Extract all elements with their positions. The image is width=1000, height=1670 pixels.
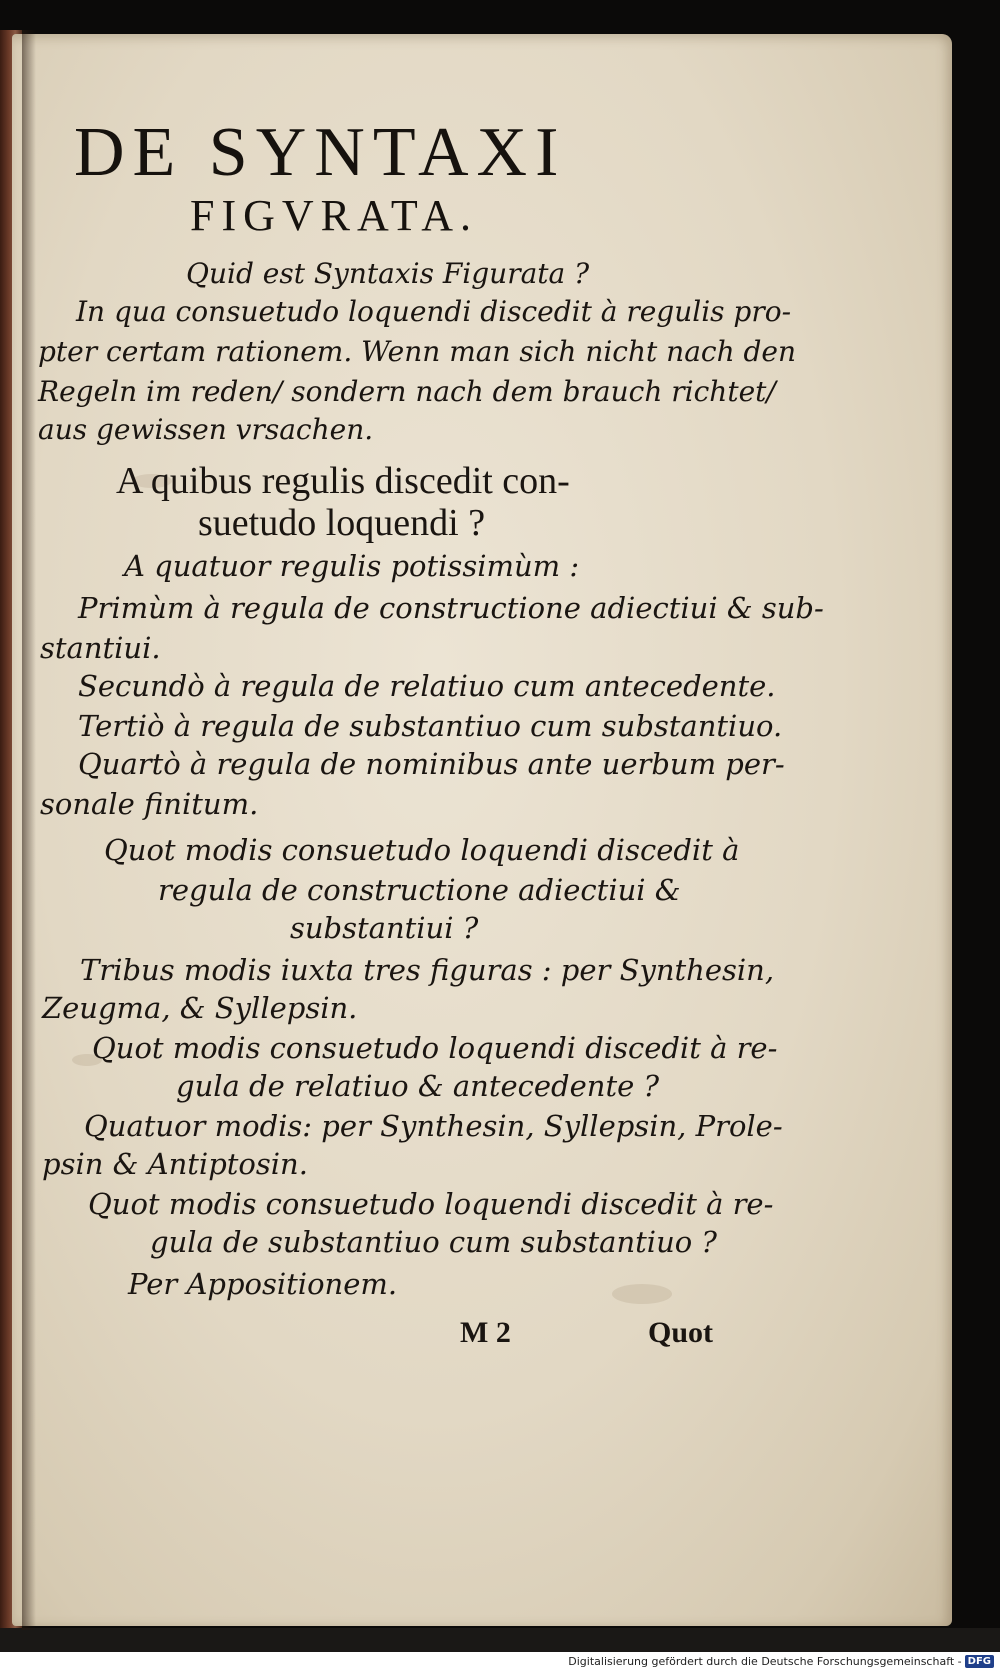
answer-line: stantiui. (40, 631, 161, 665)
dfg-logo: DFG (965, 1655, 994, 1668)
question-line: gula de relatiuo & antecedente ? (176, 1069, 660, 1103)
answer-line: Regeln im reden/ sondern nach dem brauch richtet/ (38, 375, 776, 408)
answer-line: Primùm à regula de constructione adiectiui & sub- (78, 591, 824, 625)
answer-line: Quatuor modis: per Synthesin, Syllepsin, Prole- (84, 1109, 783, 1143)
answer-line: sonale finitum. (40, 787, 259, 821)
page-subtitle: FIGVRATA. (190, 191, 479, 240)
answer-line: A quatuor regulis potissimùm : (124, 549, 580, 583)
question-line: Quid est Syntaxis Figurata ? (186, 257, 590, 290)
page-title: DE SYNTAXI (74, 114, 567, 191)
answer-line: Tertiò à regula de substantiuo cum substantiuo. (78, 709, 783, 743)
credit-text: Digitalisierung gefördert durch die Deutsche Forschungsgemeinschaft - (568, 1654, 962, 1668)
question-line: Quot modis consuetudo loquendi discedit à (104, 833, 740, 867)
answer-line: Per Appositionem. (128, 1267, 398, 1301)
question-line: substantiui ? (290, 911, 479, 945)
catchword: Quot (648, 1316, 714, 1349)
scan-border (0, 1628, 1000, 1652)
answer-line: Secundò à regula de relatiuo cum antecedente. (78, 669, 776, 703)
spine-shadow (22, 30, 36, 1630)
question-line: regula de constructione adiectiui & (158, 873, 681, 907)
question-line: Quot modis consuetudo loquendi discedit à re- (92, 1031, 778, 1065)
question-line: suetudo loquendi ? (198, 502, 486, 544)
answer-line: pter certam rationem. Wenn man sich nicht nach den (38, 335, 797, 368)
answer-line: psin & Antiptosin. (42, 1147, 308, 1181)
answer-line: Tribus modis iuxta tres figuras : per Synthesin, (80, 953, 775, 987)
signature-mark: M 2 (460, 1316, 511, 1349)
answer-line: In qua consuetudo loquendi discedit à regulis pro- (76, 295, 792, 328)
answer-line: Quartò à regula de nominibus ante uerbum per- (78, 747, 785, 781)
paper-stain (612, 1284, 672, 1304)
answer-line: Zeugma, & Syllepsin. (42, 991, 358, 1025)
question-line: gula de substantiuo cum substantiuo ? (150, 1225, 717, 1259)
question-line: Quot modis consuetudo loquendi discedit à re- (88, 1187, 774, 1221)
answer-line: aus gewissen vrsachen. (38, 413, 374, 446)
digitization-credit (0, 1652, 1000, 1670)
question-line: A quibus regulis discedit con- (116, 460, 570, 502)
